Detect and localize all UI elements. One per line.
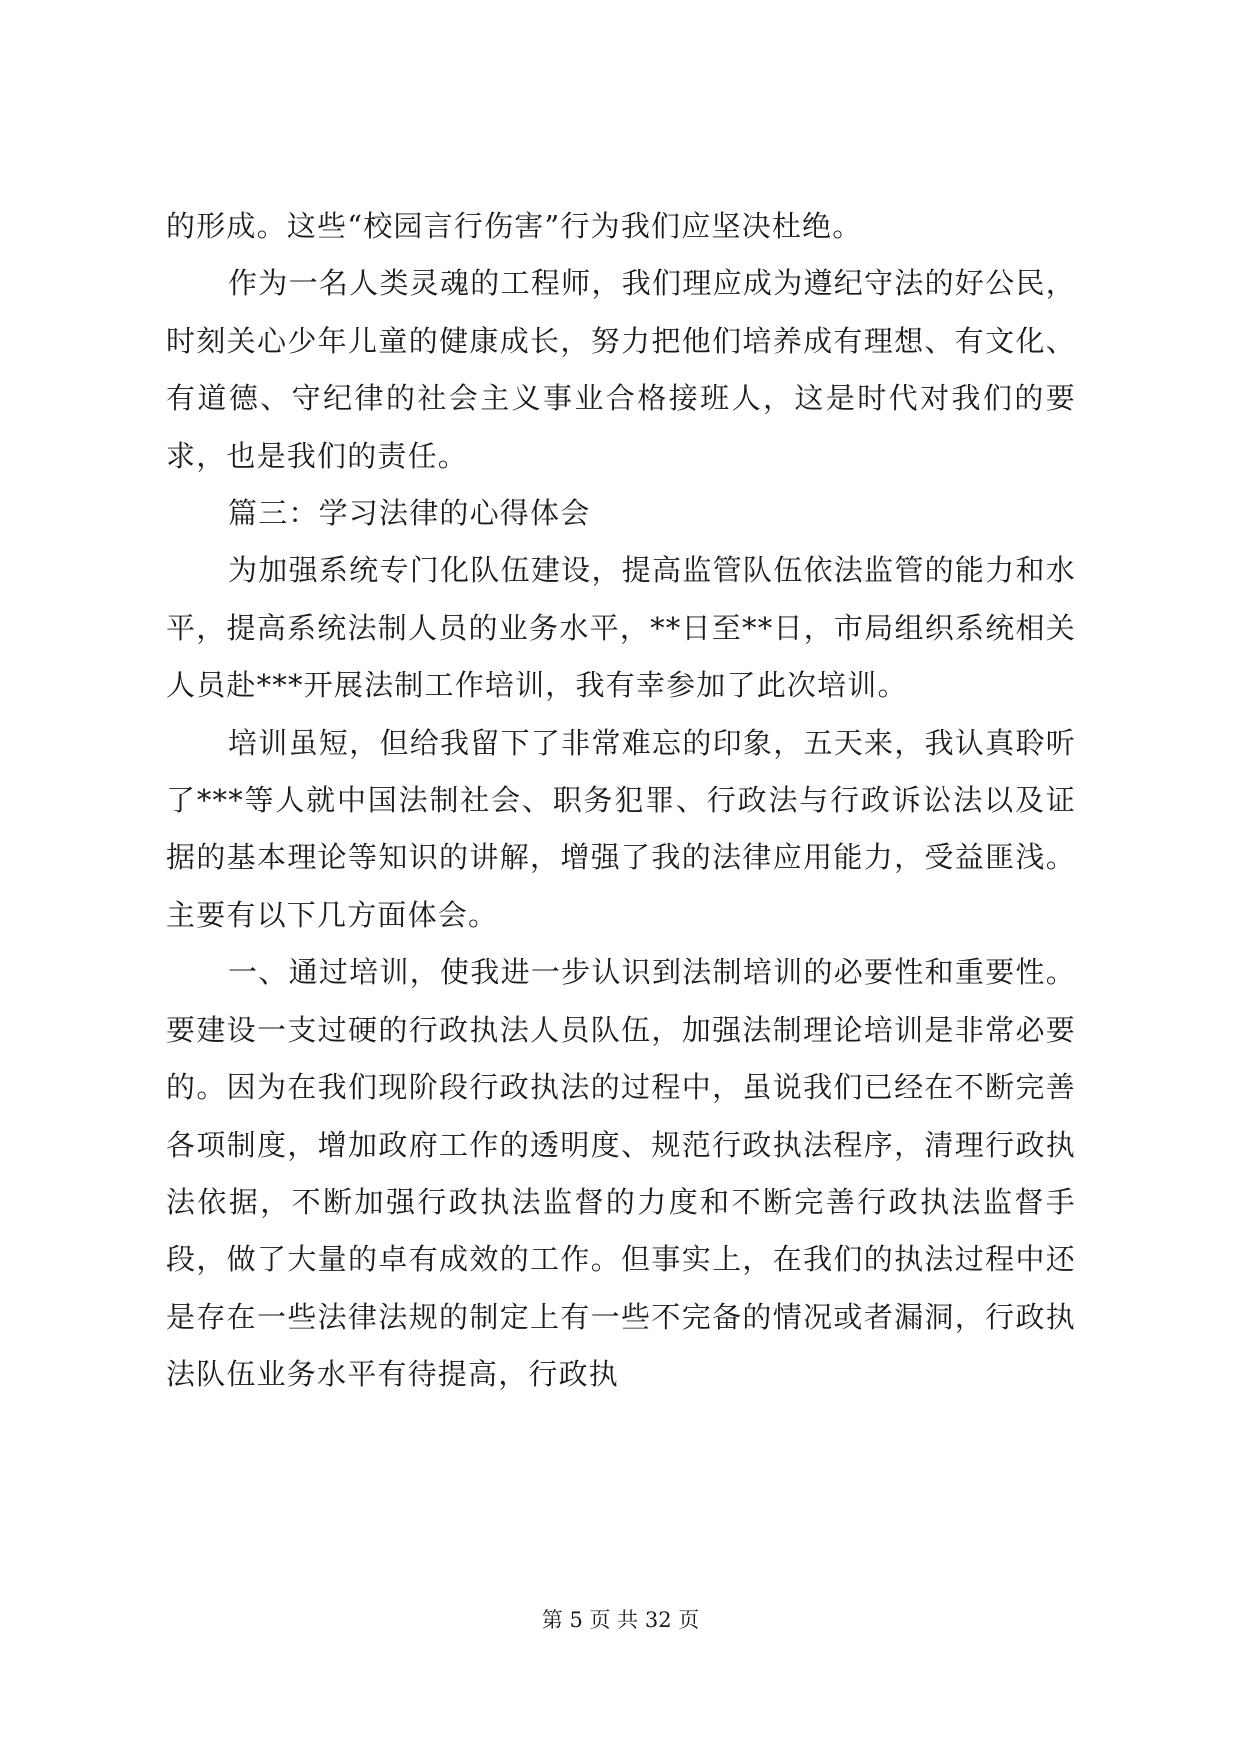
document-body [166,198,1076,1404]
paragraph-5: 一、通过培训，使我进一步认识到法制培训的必要性和重要性。要建设一支过硬的行政执法人员队伍，加强法制理论培训是非常必要的。因为在我们现阶段行政执法的过程中，虽说我们已经在不断完善各项制度，增加政府工作的透明度、规范行政执法程序，清理行政执法依据，不断加强行政执法监督的力度和不断完善行政执法监督手段，做了大量的卓有成效的工作。但事实上，在我们的执法过程中还是存在一些法律法规的制定上有一些不完备的情况或者漏洞，行政执法队伍业务水平有待提高，行政执 [166,955,1076,1392]
paragraph-1: 的形成。这些“校园言行伤害”行为我们应坚决杜绝。 [166,209,863,243]
paragraph-2: 作为一名人类灵魂的工程师，我们理应成为遵纪守法的好公民，时刻关心少年儿童的健康成长，努力把他们培养成有理想、有文化、有道德、守纪律的社会主义事业合格接班人，这是时代对我们的要求，也是我们的责任。 [166,266,1076,473]
section-heading: 篇三：学习法律的心得体会 [228,496,591,531]
paragraph-3: 为加强系统专门化队伍建设，提高监管队伍依法监管的能力和水平，提高系统法制人员的业务水平，**日至**日，市局组织系统相关人员赴***开展法制工作培训，我有幸参加了此次培训。 [166,553,1076,703]
page-footer: 第 5 页 共 32 页 [541,1608,700,1632]
paragraph-4: 培训虽短，但给我留下了非常难忘的印象，五天来，我认真聆听了***等人就中国法制社会、职务犯罪、行政法与行政诉讼法以及证据的基本理论等知识的讲解，增强了我的法律应用能力，受益匪浅。主要有以下几方面体会。 [166,725,1076,932]
